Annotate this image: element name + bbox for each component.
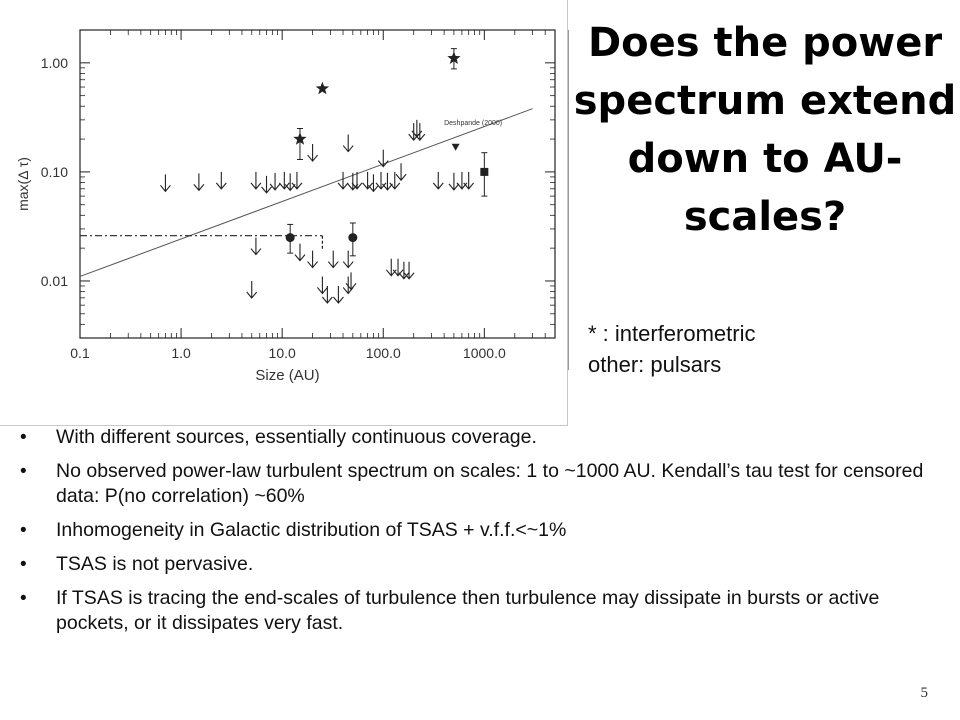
- x-tick-label: 0.1: [70, 345, 90, 361]
- upper-limit-arrow: [308, 144, 318, 161]
- upper-limit-arrow: [464, 172, 474, 189]
- upper-limit-arrow: [247, 281, 257, 298]
- upper-limit-arrow: [343, 135, 353, 152]
- upper-limit-arrow: [386, 259, 396, 276]
- interferometric-star-marker: [316, 82, 329, 95]
- upper-limit-arrow: [368, 174, 378, 191]
- upper-limit-arrow: [343, 276, 353, 293]
- upper-limit-arrow: [328, 251, 338, 268]
- bullet-item: [18, 586, 948, 636]
- plot-frame: [80, 30, 555, 338]
- upper-limit-arrow: [393, 259, 403, 276]
- y-axis-label: max(Δ τ): [15, 157, 31, 211]
- plot-axes: [80, 30, 555, 338]
- plot-labels: [15, 55, 506, 384]
- bullet-text: TSAS is not pervasive.: [56, 553, 254, 575]
- title-block: [570, 14, 960, 246]
- x-tick-label: 10.0: [268, 345, 296, 361]
- upper-limit-arrow: [449, 173, 459, 190]
- bullet-dot-icon: •: [20, 588, 27, 609]
- bullet-dot-icon: •: [20, 461, 27, 482]
- figure-edge-line: [568, 30, 569, 370]
- upper-limit-arrow: [382, 173, 392, 190]
- upper-limit-arrow: [363, 172, 373, 189]
- y-tick-label: 0.01: [40, 272, 68, 289]
- bullet-dot-icon: •: [20, 427, 27, 448]
- upper-limit-arrow: [378, 150, 388, 167]
- marker-legend-note: [588, 318, 756, 380]
- upper-limit-arrow: [346, 272, 356, 289]
- upper-limit-arrow: [396, 163, 406, 180]
- upper-limit-arrow: [390, 172, 400, 189]
- fit-line-label: Deshpande (2000): [444, 119, 503, 127]
- upper-limit-arrow: [457, 172, 467, 189]
- y-tick-label: 1.00: [40, 54, 68, 71]
- upper-limit-arrow: [295, 244, 305, 261]
- upper-limit-arrow: [216, 172, 226, 189]
- bullet-item: [18, 552, 948, 577]
- pulsar-square-marker: [480, 168, 488, 176]
- slide-title: Does the power spectrum extend down to AU-scales?: [573, 20, 957, 240]
- upper-limit-arrow: [285, 173, 295, 190]
- bullet-item: [18, 425, 948, 450]
- pulsar-triangle-marker: [452, 144, 460, 151]
- upper-limit-arrow: [194, 173, 204, 190]
- x-axis-label: Size (AU): [255, 367, 320, 384]
- pulsar-circle-marker: [286, 233, 295, 242]
- pulsar-circle-marker: [348, 233, 357, 242]
- bullet-item: [18, 459, 948, 509]
- page-number: 5: [920, 685, 928, 701]
- upper-limit-arrow: [251, 238, 261, 255]
- plot-lines: [80, 109, 533, 277]
- bullet-dot-icon: •: [20, 554, 27, 575]
- bullet-text: If TSAS is tracing the end-scales of turbulence then turbulence may dissipate in bursts or active pockets, or it dissipates very fast.: [56, 587, 880, 634]
- x-tick-label: 100.0: [365, 345, 401, 361]
- deshpande-fit-line: [80, 109, 533, 277]
- bullet-dot-icon: •: [20, 520, 27, 541]
- bullet-text: No observed power-law turbulent spectrum on scales: 1 to ~1000 AU. Kendall’s tau test for censored data: P(no correlation) ~60%: [56, 460, 924, 507]
- bullet-list: [18, 425, 948, 645]
- upper-limit-arrow: [333, 286, 343, 303]
- upper-limit-arrow: [279, 172, 289, 189]
- x-tick-label: 1000.0: [462, 345, 506, 361]
- y-tick-label: 0.10: [40, 163, 68, 180]
- x-tick-label: 1.0: [171, 345, 191, 361]
- figure-panel: [0, 0, 568, 426]
- bullet-text: Inhomogeneity in Galactic distribution of TSAS + v.f.f.<~1%: [56, 519, 567, 541]
- upper-limit-arrow: [308, 251, 318, 268]
- upper-limit-arrow: [317, 276, 327, 293]
- legend-pulsars: other: pulsars: [588, 352, 722, 377]
- bullet-text: With different sources, essentially continuous coverage.: [56, 426, 537, 448]
- upper-limit-arrow: [433, 172, 443, 189]
- size-vs-max-delta-tau-plot: [0, 0, 567, 425]
- bullet-item: [18, 518, 948, 543]
- upper-limit-arrow: [322, 286, 332, 303]
- upper-limit-arrow: [343, 251, 353, 268]
- legend-interferometric: * : interferometric: [588, 321, 756, 346]
- upper-limit-arrow: [352, 172, 362, 189]
- upper-limit-arrow: [251, 172, 261, 189]
- plot-marks: [160, 49, 488, 303]
- upper-limit-arrow: [160, 174, 170, 191]
